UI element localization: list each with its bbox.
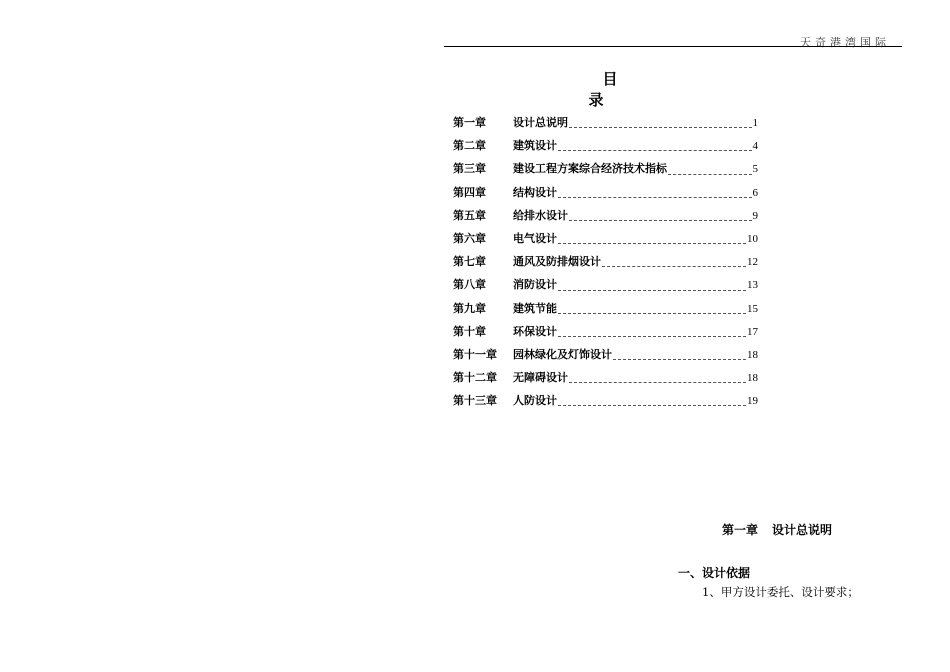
toc-page-number: 18 [747,372,758,385]
toc-chapter-title: 无障碍设计 [513,371,568,385]
toc-heading: 目录 [588,70,646,109]
toc-chapter-title: 建筑节能 [513,301,557,315]
toc-dot-leader [569,220,752,221]
chapter-number: 第一章 [722,523,759,537]
toc-chapter-title: 建筑设计 [513,139,557,153]
toc-chapter-number: 第七章 [453,255,486,269]
toc-page-number: 5 [752,163,758,176]
header-rule [444,46,902,47]
table-of-contents [453,114,758,415]
document-header-title: 天奇港湾国际 [800,36,890,49]
toc-dot-leader [602,266,746,267]
toc-dot-leader [613,359,746,360]
toc-page-number: 18 [747,348,758,361]
toc-entry[interactable] [453,184,758,207]
toc-entry[interactable] [453,137,758,160]
toc-chapter-title: 园林绿化及灯饰设计 [513,347,612,361]
section-heading: 一、设计依据 [678,566,751,580]
toc-dot-leader [558,243,746,244]
toc-page-number: 13 [747,279,758,292]
toc-dot-leader [569,127,752,128]
toc-entry[interactable] [453,369,758,392]
toc-chapter-title: 通风及防排烟设计 [513,255,601,269]
chapter-title: 设计总说明 [772,523,833,537]
toc-chapter-title: 设计总说明 [513,116,568,129]
toc-entry[interactable] [453,207,758,230]
toc-page-number: 4 [752,140,758,153]
toc-dot-leader [558,336,746,337]
toc-chapter-number: 第十一章 [453,347,497,361]
toc-dot-leader [558,313,746,314]
toc-chapter-title: 建设工程方案综合经济技术指标 [513,162,667,176]
toc-chapter-title: 人防设计 [513,394,557,408]
toc-chapter-number: 第三章 [453,162,486,176]
toc-chapter-title: 给排水设计 [513,208,568,222]
toc-entry[interactable] [453,300,758,323]
toc-page-number: 17 [747,325,758,338]
toc-chapter-title: 电气设计 [513,231,557,245]
toc-chapter-number: 第六章 [453,231,486,245]
toc-chapter-number: 第十章 [453,324,486,338]
toc-entry[interactable] [453,114,758,137]
toc-entry[interactable] [453,323,758,346]
toc-entry[interactable] [453,253,758,276]
toc-chapter-number: 第十三章 [453,394,497,408]
toc-dot-leader [558,150,752,151]
toc-page-number: 10 [747,232,758,245]
toc-chapter-number: 第一章 [453,116,486,129]
toc-page-number: 1 [752,117,758,129]
toc-entry[interactable] [453,230,758,253]
toc-chapter-number: 第二章 [453,139,486,153]
toc-page-number: 9 [752,209,758,222]
toc-chapter-number: 第四章 [453,185,486,199]
body-text-line: 1、甲方设计委托、设计要求； [702,585,859,599]
toc-page-number: 19 [747,395,758,408]
toc-chapter-number: 第八章 [453,278,486,292]
toc-chapter-number: 第十二章 [453,371,497,385]
toc-page-number: 15 [747,302,758,315]
toc-entry[interactable] [453,392,758,415]
toc-chapter-title: 结构设计 [513,185,557,199]
toc-page-number: 12 [747,256,758,269]
toc-dot-leader [558,197,752,198]
toc-dot-leader [668,174,752,175]
toc-chapter-title: 消防设计 [513,278,557,292]
toc-entry[interactable] [453,346,758,369]
toc-dot-leader [569,382,746,383]
toc-chapter-title: 环保设计 [513,324,557,338]
toc-dot-leader [558,405,746,406]
toc-dot-leader [558,290,746,291]
toc-chapter-number: 第五章 [453,208,486,222]
toc-chapter-number: 第九章 [453,301,486,315]
toc-entry[interactable] [453,276,758,299]
chapter-heading [722,521,832,538]
toc-entry[interactable] [453,160,758,183]
toc-page-number: 6 [752,186,758,199]
